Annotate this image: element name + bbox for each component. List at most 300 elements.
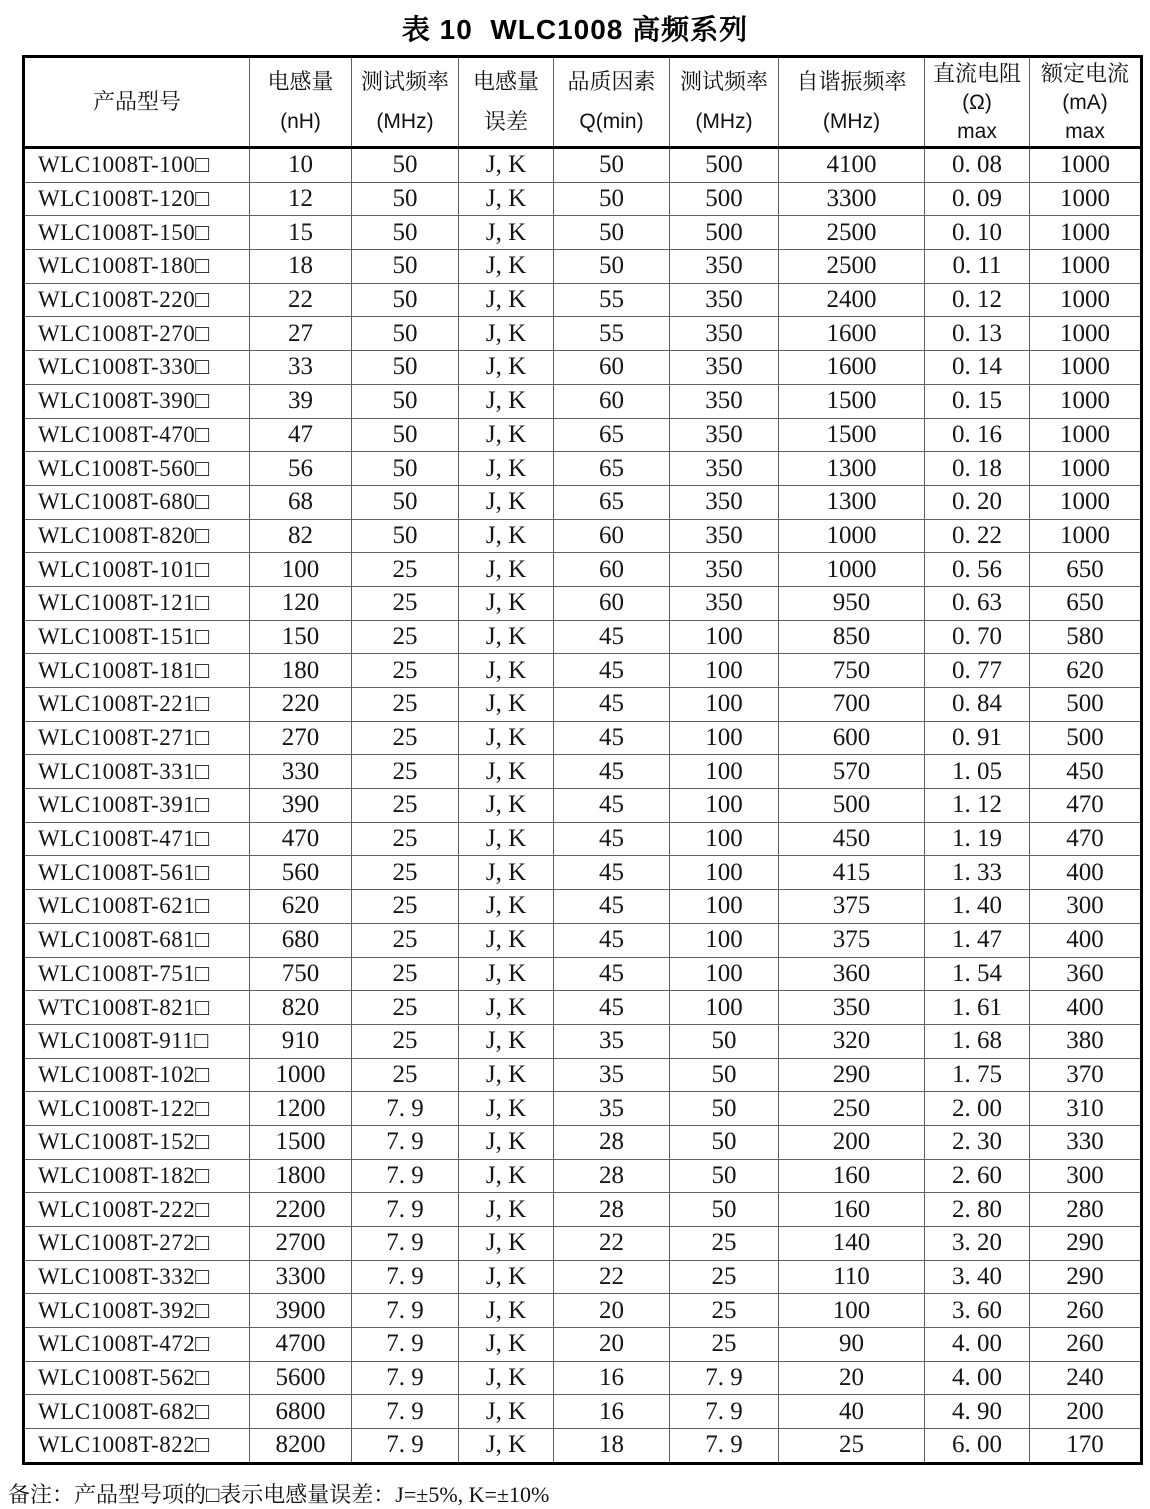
- cell-self-resonant-frequency: 20: [779, 1361, 925, 1395]
- cell-dc-resistance: 2. 30: [925, 1125, 1030, 1159]
- cell-rated-current: 1000: [1030, 283, 1142, 317]
- cell-rated-current: 400: [1030, 923, 1142, 957]
- cell-dc-resistance: 2. 00: [925, 1092, 1030, 1126]
- cell-dc-resistance: 0. 11: [925, 250, 1030, 284]
- cell-self-resonant-frequency: 600: [779, 721, 925, 755]
- cell-dc-resistance: 1. 68: [925, 1024, 1030, 1058]
- table-header: [24, 57, 1142, 148]
- cell-dc-resistance: 1. 19: [925, 822, 1030, 856]
- column-header-line: 直流电阻: [932, 60, 1021, 86]
- table-row: [24, 654, 1142, 688]
- cell-rated-current: 1000: [1030, 148, 1142, 183]
- cell-self-resonant-frequency: 950: [779, 586, 925, 620]
- cell-self-resonant-frequency: 500: [779, 789, 925, 823]
- cell-inductance-tolerance: J, K: [459, 519, 554, 553]
- cell-quality-factor: 22: [554, 1227, 670, 1261]
- cell-model: WLC1008T-562□: [24, 1361, 250, 1395]
- cell-inductance: 6800: [250, 1395, 352, 1429]
- cell-self-resonant-frequency: 1300: [779, 485, 925, 519]
- cell-self-resonant-frequency: 375: [779, 890, 925, 924]
- table-row: [24, 485, 1142, 519]
- table-row: [24, 1058, 1142, 1092]
- table-row: [24, 586, 1142, 620]
- cell-self-resonant-frequency: 90: [779, 1328, 925, 1362]
- cell-quality-factor: 60: [554, 519, 670, 553]
- cell-inductance: 820: [250, 991, 352, 1025]
- cell-inductance-tolerance: J, K: [459, 1125, 554, 1159]
- cell-rated-current: 650: [1030, 586, 1142, 620]
- cell-test-frequency-2: 350: [670, 317, 779, 351]
- cell-inductance: 2200: [250, 1193, 352, 1227]
- cell-self-resonant-frequency: 1000: [779, 519, 925, 553]
- cell-quality-factor: 50: [554, 148, 670, 183]
- cell-test-frequency-1: 25: [352, 586, 459, 620]
- cell-inductance-tolerance: J, K: [459, 1159, 554, 1193]
- cell-model: WLC1008T-621□: [24, 890, 250, 924]
- column-header-line: 电感量: [267, 69, 334, 94]
- cell-test-frequency-1: 25: [352, 721, 459, 755]
- cell-model: WLC1008T-822□: [24, 1429, 250, 1464]
- cell-test-frequency-1: 7. 9: [352, 1092, 459, 1126]
- column-header-line: Q(min): [579, 110, 644, 133]
- cell-test-frequency-2: 25: [670, 1294, 779, 1328]
- cell-dc-resistance: 3. 40: [925, 1260, 1030, 1294]
- cell-inductance-tolerance: J, K: [459, 485, 554, 519]
- table-row: [24, 1193, 1142, 1227]
- cell-model: WLC1008T-220□: [24, 283, 250, 317]
- cell-quality-factor: 20: [554, 1294, 670, 1328]
- cell-dc-resistance: 1. 47: [925, 923, 1030, 957]
- cell-test-frequency-1: 7. 9: [352, 1328, 459, 1362]
- cell-model: WLC1008T-390□: [24, 384, 250, 418]
- cell-self-resonant-frequency: 350: [779, 991, 925, 1025]
- cell-dc-resistance: 0. 16: [925, 418, 1030, 452]
- cell-self-resonant-frequency: 750: [779, 654, 925, 688]
- cell-self-resonant-frequency: 2500: [779, 250, 925, 284]
- cell-test-frequency-1: 50: [352, 519, 459, 553]
- cell-test-frequency-2: 50: [670, 1125, 779, 1159]
- cell-model: WLC1008T-100□: [24, 148, 250, 183]
- cell-rated-current: 1000: [1030, 317, 1142, 351]
- cell-test-frequency-2: 100: [670, 923, 779, 957]
- cell-test-frequency-2: 100: [670, 991, 779, 1025]
- column-header-line: 电感量: [472, 69, 539, 94]
- cell-inductance: 39: [250, 384, 352, 418]
- cell-quality-factor: 35: [554, 1092, 670, 1126]
- cell-inductance-tolerance: J, K: [459, 586, 554, 620]
- cell-model: WLC1008T-470□: [24, 418, 250, 452]
- cell-dc-resistance: 2. 60: [925, 1159, 1030, 1193]
- cell-quality-factor: 18: [554, 1429, 670, 1464]
- cell-self-resonant-frequency: 320: [779, 1024, 925, 1058]
- cell-test-frequency-1: 7. 9: [352, 1193, 459, 1227]
- cell-inductance-tolerance: J, K: [459, 721, 554, 755]
- cell-dc-resistance: 0. 70: [925, 620, 1030, 654]
- cell-quality-factor: 55: [554, 317, 670, 351]
- cell-test-frequency-1: 7. 9: [352, 1260, 459, 1294]
- cell-quality-factor: 45: [554, 789, 670, 823]
- cell-inductance: 220: [250, 688, 352, 722]
- cell-test-frequency-2: 100: [670, 755, 779, 789]
- cell-test-frequency-2: 100: [670, 620, 779, 654]
- cell-test-frequency-2: 350: [670, 283, 779, 317]
- cell-inductance-tolerance: J, K: [459, 957, 554, 991]
- table-row: [24, 452, 1142, 486]
- cell-test-frequency-2: 350: [670, 351, 779, 385]
- column-header-line: (nH): [280, 110, 321, 133]
- column-header-line: (mA): [1062, 90, 1108, 114]
- table-row: [24, 957, 1142, 991]
- column-header-test-frequency-1: [352, 57, 459, 148]
- cell-quality-factor: 45: [554, 957, 670, 991]
- cell-rated-current: 200: [1030, 1395, 1142, 1429]
- cell-model: WLC1008T-330□: [24, 351, 250, 385]
- cell-inductance: 8200: [250, 1429, 352, 1464]
- cell-test-frequency-1: 7. 9: [352, 1429, 459, 1464]
- cell-dc-resistance: 0. 84: [925, 688, 1030, 722]
- table-row: [24, 283, 1142, 317]
- cell-test-frequency-2: 100: [670, 688, 779, 722]
- table-row: [24, 721, 1142, 755]
- cell-inductance-tolerance: J, K: [459, 250, 554, 284]
- cell-model: WLC1008T-121□: [24, 586, 250, 620]
- cell-dc-resistance: 4. 90: [925, 1395, 1030, 1429]
- table-row: [24, 1328, 1142, 1362]
- cell-rated-current: 500: [1030, 688, 1142, 722]
- table-row: [24, 182, 1142, 216]
- cell-self-resonant-frequency: 700: [779, 688, 925, 722]
- cell-test-frequency-1: 25: [352, 1024, 459, 1058]
- cell-test-frequency-1: 50: [352, 283, 459, 317]
- column-header-line: 误差: [483, 109, 528, 134]
- table-row: [24, 1260, 1142, 1294]
- cell-model: WLC1008T-151□: [24, 620, 250, 654]
- cell-test-frequency-2: 350: [670, 384, 779, 418]
- spec-table: [22, 55, 1143, 1465]
- cell-model: WLC1008T-182□: [24, 1159, 250, 1193]
- cell-inductance: 5600: [250, 1361, 352, 1395]
- cell-test-frequency-2: 500: [670, 148, 779, 183]
- cell-model: WLC1008T-221□: [24, 688, 250, 722]
- column-header-test-frequency-2: [670, 57, 779, 148]
- table-row: [24, 1361, 1142, 1395]
- footnote: 备注：产品型号项的□表示电感量误差：J=±5%, K=±10%: [8, 1481, 550, 1507]
- cell-model: WLC1008T-150□: [24, 216, 250, 250]
- cell-model: WLC1008T-271□: [24, 721, 250, 755]
- cell-inductance-tolerance: J, K: [459, 755, 554, 789]
- cell-inductance: 3300: [250, 1260, 352, 1294]
- cell-test-frequency-2: 50: [670, 1159, 779, 1193]
- table-row: [24, 856, 1142, 890]
- cell-dc-resistance: 0. 63: [925, 586, 1030, 620]
- column-header-line: 自谐振频率: [796, 69, 907, 94]
- table-row: [24, 991, 1142, 1025]
- column-header-line: 额定电流: [1040, 60, 1129, 86]
- cell-inductance: 910: [250, 1024, 352, 1058]
- cell-inductance-tolerance: J, K: [459, 148, 554, 183]
- table-row: [24, 1294, 1142, 1328]
- cell-dc-resistance: 4. 00: [925, 1361, 1030, 1395]
- cell-test-frequency-2: 350: [670, 485, 779, 519]
- cell-dc-resistance: 1. 12: [925, 789, 1030, 823]
- cell-model: WLC1008T-152□: [24, 1125, 250, 1159]
- table-row: [24, 1125, 1142, 1159]
- cell-self-resonant-frequency: 1600: [779, 317, 925, 351]
- cell-test-frequency-2: 350: [670, 418, 779, 452]
- cell-dc-resistance: 0. 91: [925, 721, 1030, 755]
- cell-test-frequency-1: 7. 9: [352, 1361, 459, 1395]
- cell-test-frequency-1: 25: [352, 620, 459, 654]
- cell-inductance: 4700: [250, 1328, 352, 1362]
- cell-rated-current: 400: [1030, 991, 1142, 1025]
- cell-test-frequency-1: 50: [352, 452, 459, 486]
- cell-self-resonant-frequency: 2500: [779, 216, 925, 250]
- table-row: [24, 620, 1142, 654]
- cell-test-frequency-1: 25: [352, 1058, 459, 1092]
- cell-dc-resistance: 1. 33: [925, 856, 1030, 890]
- cell-self-resonant-frequency: 450: [779, 822, 925, 856]
- cell-test-frequency-2: 100: [670, 890, 779, 924]
- cell-quality-factor: 45: [554, 620, 670, 654]
- cell-test-frequency-2: 350: [670, 519, 779, 553]
- table-row: [24, 822, 1142, 856]
- cell-inductance: 270: [250, 721, 352, 755]
- cell-inductance-tolerance: J, K: [459, 822, 554, 856]
- cell-test-frequency-1: 50: [352, 317, 459, 351]
- cell-test-frequency-1: 50: [352, 485, 459, 519]
- cell-inductance-tolerance: J, K: [459, 654, 554, 688]
- cell-inductance-tolerance: J, K: [459, 452, 554, 486]
- cell-inductance: 1200: [250, 1092, 352, 1126]
- cell-dc-resistance: 0. 09: [925, 182, 1030, 216]
- cell-self-resonant-frequency: 40: [779, 1395, 925, 1429]
- table-row: [24, 1092, 1142, 1126]
- cell-rated-current: 1000: [1030, 485, 1142, 519]
- cell-rated-current: 300: [1030, 1159, 1142, 1193]
- cell-inductance: 750: [250, 957, 352, 991]
- cell-model: WLC1008T-561□: [24, 856, 250, 890]
- cell-model: WTC1008T-821□: [24, 991, 250, 1025]
- cell-quality-factor: 20: [554, 1328, 670, 1362]
- column-header-rated-current: [1030, 57, 1142, 148]
- table-row: [24, 1227, 1142, 1261]
- table-row: [24, 317, 1142, 351]
- cell-self-resonant-frequency: 25: [779, 1429, 925, 1464]
- cell-self-resonant-frequency: 110: [779, 1260, 925, 1294]
- cell-dc-resistance: 2. 80: [925, 1193, 1030, 1227]
- cell-test-frequency-1: 25: [352, 991, 459, 1025]
- cell-test-frequency-1: 25: [352, 654, 459, 688]
- cell-test-frequency-1: 7. 9: [352, 1294, 459, 1328]
- cell-inductance: 150: [250, 620, 352, 654]
- cell-inductance: 120: [250, 586, 352, 620]
- cell-quality-factor: 28: [554, 1159, 670, 1193]
- cell-inductance: 100: [250, 553, 352, 587]
- cell-rated-current: 260: [1030, 1328, 1142, 1362]
- cell-dc-resistance: 3. 60: [925, 1294, 1030, 1328]
- cell-rated-current: 450: [1030, 755, 1142, 789]
- cell-rated-current: 330: [1030, 1125, 1142, 1159]
- cell-dc-resistance: 0. 77: [925, 654, 1030, 688]
- cell-self-resonant-frequency: 140: [779, 1227, 925, 1261]
- cell-self-resonant-frequency: 570: [779, 755, 925, 789]
- cell-quality-factor: 45: [554, 721, 670, 755]
- cell-self-resonant-frequency: 1300: [779, 452, 925, 486]
- cell-test-frequency-1: 50: [352, 216, 459, 250]
- cell-quality-factor: 16: [554, 1395, 670, 1429]
- cell-quality-factor: 65: [554, 485, 670, 519]
- cell-self-resonant-frequency: 360: [779, 957, 925, 991]
- cell-inductance-tolerance: J, K: [459, 1294, 554, 1328]
- cell-inductance: 56: [250, 452, 352, 486]
- column-header-inductance: [250, 57, 352, 148]
- column-header-line: max: [1065, 119, 1105, 143]
- cell-test-frequency-2: 100: [670, 789, 779, 823]
- table-row: [24, 755, 1142, 789]
- column-header-line: 产品型号: [92, 89, 181, 114]
- cell-quality-factor: 45: [554, 923, 670, 957]
- cell-quality-factor: 45: [554, 991, 670, 1025]
- cell-dc-resistance: 1. 40: [925, 890, 1030, 924]
- column-header-line: 测试频率: [360, 69, 449, 94]
- cell-test-frequency-1: 25: [352, 789, 459, 823]
- cell-test-frequency-2: 25: [670, 1227, 779, 1261]
- table-row: [24, 789, 1142, 823]
- cell-dc-resistance: 6. 00: [925, 1429, 1030, 1464]
- cell-model: WLC1008T-180□: [24, 250, 250, 284]
- cell-self-resonant-frequency: 3300: [779, 182, 925, 216]
- cell-self-resonant-frequency: 415: [779, 856, 925, 890]
- cell-rated-current: 1000: [1030, 351, 1142, 385]
- cell-model: WLC1008T-181□: [24, 654, 250, 688]
- cell-model: WLC1008T-392□: [24, 1294, 250, 1328]
- cell-test-frequency-1: 50: [352, 250, 459, 284]
- cell-dc-resistance: 0. 12: [925, 283, 1030, 317]
- cell-inductance-tolerance: J, K: [459, 553, 554, 587]
- cell-test-frequency-1: 50: [352, 418, 459, 452]
- table-row: [24, 1429, 1142, 1464]
- cell-inductance: 1000: [250, 1058, 352, 1092]
- cell-test-frequency-1: 7. 9: [352, 1395, 459, 1429]
- cell-rated-current: 620: [1030, 654, 1142, 688]
- cell-inductance-tolerance: J, K: [459, 1092, 554, 1126]
- cell-test-frequency-2: 350: [670, 452, 779, 486]
- cell-test-frequency-2: 7. 9: [670, 1395, 779, 1429]
- cell-test-frequency-2: 25: [670, 1260, 779, 1294]
- table-row: [24, 923, 1142, 957]
- cell-rated-current: 1000: [1030, 418, 1142, 452]
- cell-test-frequency-2: 50: [670, 1058, 779, 1092]
- cell-dc-resistance: 3. 20: [925, 1227, 1030, 1261]
- cell-rated-current: 370: [1030, 1058, 1142, 1092]
- table-row: [24, 890, 1142, 924]
- cell-inductance: 27: [250, 317, 352, 351]
- cell-test-frequency-1: 7. 9: [352, 1125, 459, 1159]
- cell-inductance-tolerance: J, K: [459, 1429, 554, 1464]
- cell-quality-factor: 28: [554, 1193, 670, 1227]
- cell-test-frequency-1: 25: [352, 890, 459, 924]
- cell-test-frequency-1: 25: [352, 553, 459, 587]
- table-row: [24, 519, 1142, 553]
- cell-rated-current: 290: [1030, 1260, 1142, 1294]
- cell-test-frequency-2: 7. 9: [670, 1429, 779, 1464]
- cell-rated-current: 310: [1030, 1092, 1142, 1126]
- cell-test-frequency-1: 25: [352, 822, 459, 856]
- cell-test-frequency-1: 25: [352, 923, 459, 957]
- cell-inductance: 82: [250, 519, 352, 553]
- cell-inductance-tolerance: J, K: [459, 1260, 554, 1294]
- cell-self-resonant-frequency: 1600: [779, 351, 925, 385]
- table-row: [24, 1159, 1142, 1193]
- cell-inductance-tolerance: J, K: [459, 1227, 554, 1261]
- cell-rated-current: 290: [1030, 1227, 1142, 1261]
- cell-inductance: 22: [250, 283, 352, 317]
- cell-self-resonant-frequency: 100: [779, 1294, 925, 1328]
- cell-model: WLC1008T-101□: [24, 553, 250, 587]
- cell-rated-current: 380: [1030, 1024, 1142, 1058]
- cell-inductance: 2700: [250, 1227, 352, 1261]
- cell-dc-resistance: 0. 56: [925, 553, 1030, 587]
- column-header-line: (MHz): [822, 110, 881, 133]
- cell-dc-resistance: 0. 20: [925, 485, 1030, 519]
- cell-rated-current: 1000: [1030, 519, 1142, 553]
- cell-inductance-tolerance: J, K: [459, 890, 554, 924]
- cell-model: WLC1008T-122□: [24, 1092, 250, 1126]
- cell-dc-resistance: 1. 75: [925, 1058, 1030, 1092]
- cell-inductance: 1500: [250, 1125, 352, 1159]
- cell-rated-current: 1000: [1030, 182, 1142, 216]
- cell-dc-resistance: 0. 14: [925, 351, 1030, 385]
- cell-model: WLC1008T-272□: [24, 1227, 250, 1261]
- column-header-inductance-tolerance: [459, 57, 554, 148]
- cell-self-resonant-frequency: 160: [779, 1159, 925, 1193]
- cell-inductance-tolerance: J, K: [459, 856, 554, 890]
- table-row: [24, 1395, 1142, 1429]
- cell-quality-factor: 50: [554, 182, 670, 216]
- cell-quality-factor: 45: [554, 890, 670, 924]
- cell-test-frequency-1: 50: [352, 182, 459, 216]
- cell-test-frequency-2: 100: [670, 856, 779, 890]
- cell-inductance-tolerance: J, K: [459, 1058, 554, 1092]
- cell-rated-current: 240: [1030, 1361, 1142, 1395]
- cell-self-resonant-frequency: 2400: [779, 283, 925, 317]
- cell-test-frequency-2: 25: [670, 1328, 779, 1362]
- cell-self-resonant-frequency: 200: [779, 1125, 925, 1159]
- cell-inductance-tolerance: J, K: [459, 216, 554, 250]
- cell-model: WLC1008T-102□: [24, 1058, 250, 1092]
- cell-rated-current: 1000: [1030, 452, 1142, 486]
- cell-model: WLC1008T-560□: [24, 452, 250, 486]
- cell-inductance: 470: [250, 822, 352, 856]
- cell-rated-current: 360: [1030, 957, 1142, 991]
- cell-test-frequency-1: 25: [352, 856, 459, 890]
- cell-test-frequency-1: 25: [352, 688, 459, 722]
- column-header-line: 测试频率: [679, 69, 768, 94]
- column-header-model: [24, 57, 250, 148]
- cell-inductance: 330: [250, 755, 352, 789]
- cell-rated-current: 1000: [1030, 384, 1142, 418]
- table-row: [24, 384, 1142, 418]
- cell-rated-current: 400: [1030, 856, 1142, 890]
- cell-self-resonant-frequency: 375: [779, 923, 925, 957]
- cell-quality-factor: 60: [554, 586, 670, 620]
- cell-test-frequency-2: 350: [670, 553, 779, 587]
- cell-quality-factor: 50: [554, 250, 670, 284]
- cell-quality-factor: 28: [554, 1125, 670, 1159]
- cell-quality-factor: 22: [554, 1260, 670, 1294]
- cell-inductance-tolerance: J, K: [459, 688, 554, 722]
- cell-dc-resistance: 0. 08: [925, 148, 1030, 183]
